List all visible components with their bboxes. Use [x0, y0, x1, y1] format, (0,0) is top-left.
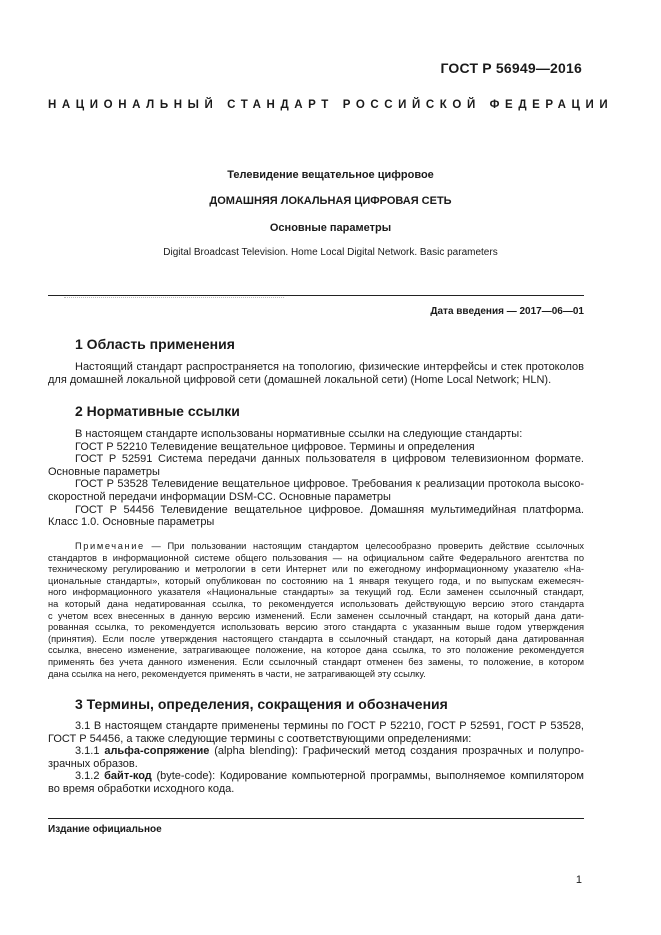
text-line: ного информационного указателя «Национальные стандарты» за текущий год. Если заменен ссылочный стандарт,	[48, 587, 584, 598]
term-alpha-blending: альфа-сопряжение	[104, 745, 210, 758]
title-english: Digital Broadcast Television. Home Local Digital Network. Basic parameters	[163, 247, 498, 258]
section-3-heading: 3 Термины, определения, сокращения и обозначения	[75, 696, 448, 712]
normative-note	[48, 541, 584, 680]
text-line: на который дана недатированная ссылка, то рекомендуется использовать действующую версию этого стандарта	[48, 598, 584, 609]
text-line: Настоящий стандарт распространяется на топологию, физические интерфейсы и стек протоколов	[75, 361, 584, 373]
official-edition-label: Издание официальное	[48, 824, 162, 835]
term-line: 3.1.1 альфа-сопряжение (alpha blending): Графический метод создания прозрачных и полупро-	[75, 745, 584, 758]
text-line: Основные параметры	[48, 465, 160, 478]
text-line: Класс 1.0. Основные параметры	[48, 516, 215, 529]
text-line: (принятия). Если после утверждения настоящего стандарта в ссылочный стандарт, на который дана датированная	[48, 633, 584, 644]
title-line-3: Основные параметры	[269, 222, 392, 234]
text-line: техническому регулированию и метрологии в сети Интернет или по ежегодному информационному указателю «На-	[48, 564, 584, 575]
section-2-heading: 2 Нормативные ссылки	[75, 403, 240, 419]
text-line: во время обработки исходного кода.	[48, 782, 235, 795]
text-line: ссылка, внесено изменение, затрагивающее положение, на которое дана ссылка, то это положение рекомендуется	[48, 645, 584, 656]
title-divider	[48, 295, 584, 296]
text-line: ГОСТ Р 54456, а также следующие термины с соответствующими определениями:	[48, 732, 472, 745]
text-line: ГОСТ Р 52591 Система передачи данных пользователя в цифровом телевизионном формате.	[75, 453, 584, 466]
standard-number: ГОСТ Р 56949—2016	[440, 60, 582, 76]
national-standard-banner: НАЦИОНАЛЬНЫЙ СТАНДАРТ РОССИЙСКОЙ ФЕДЕРАЦИИ	[48, 99, 614, 111]
text-line: дана ссылка на него, рекомендуется применять в части, не затрагивающей эту ссылку.	[48, 668, 426, 679]
text-line: рованная ссылка, то рекомендуется использовать версию этого стандарта с указанным выше годом утверждения	[48, 622, 584, 633]
text-line: для домашней локальной цифровой сети (домашней локальной сети) (Home Local Network; HLN).	[48, 373, 552, 386]
section-2-body	[48, 428, 584, 529]
section-1-body	[48, 361, 584, 386]
text-line: циональные стандарты», который опубликован по состоянию на 1 января текущего года, и по выпускам ежемесяч-	[48, 575, 584, 586]
text-line: В настоящем стандарте использованы нормативные ссылки на следующие стандарты:	[75, 428, 523, 440]
text-line: применять без учета данного изменения. Если ссылочный стандарт отменен без замены, то положение, в котором	[48, 656, 584, 667]
faint-rule	[64, 297, 284, 298]
text-line: Примечание — При пользовании настоящим стандартом целесообразно проверить действие ссылочных	[75, 541, 584, 551]
text-line: зрачных образов.	[48, 757, 138, 770]
note-label: Примечание	[75, 541, 145, 551]
text-line: ГОСТ Р 54456 Телевидение вещательное цифровое. Домашняя мультимедийная платформа.	[75, 503, 584, 516]
title-line-1: Телевидение вещательное цифровое	[227, 169, 434, 181]
footer-divider	[48, 818, 584, 819]
page-number: 1	[575, 874, 582, 886]
introduction-date: Дата введения — 2017—06—01	[430, 306, 584, 317]
text-line: ГОСТ Р 53528 Телевидение вещательное цифровое. Требования к реализации протокола высоко-	[75, 478, 584, 491]
text-line: с учетом всех внесенных в данную версию изменений. Если заменен ссылочный стандарт, на который дана дати-	[48, 610, 584, 621]
term-line: 3.1.2 байт-код (byte-code): Кодирование компьютерной программы, выполняемое компилятором	[75, 770, 584, 783]
term-byte-code: байт-код	[104, 770, 152, 783]
section-1-heading: 1 Область применения	[75, 336, 235, 352]
text-line: стандартов в информационной системе общего пользования — на официальном сайте Федерального агентства по	[48, 552, 584, 563]
section-3-body	[48, 720, 584, 796]
title-line-2: ДОМАШНЯЯ ЛОКАЛЬНАЯ ЦИФРОВАЯ СЕТЬ	[209, 195, 452, 207]
text-line: скоростной передачи информации DSM-CC. Основные параметры	[48, 490, 391, 503]
text-line: 3.1 В настоящем стандарте применены термины по ГОСТ Р 52210, ГОСТ Р 52591, ГОСТ Р 53528,	[75, 720, 584, 732]
text-line: ГОСТ Р 52210 Телевидение вещательное цифровое. Термины и определения	[75, 440, 475, 453]
